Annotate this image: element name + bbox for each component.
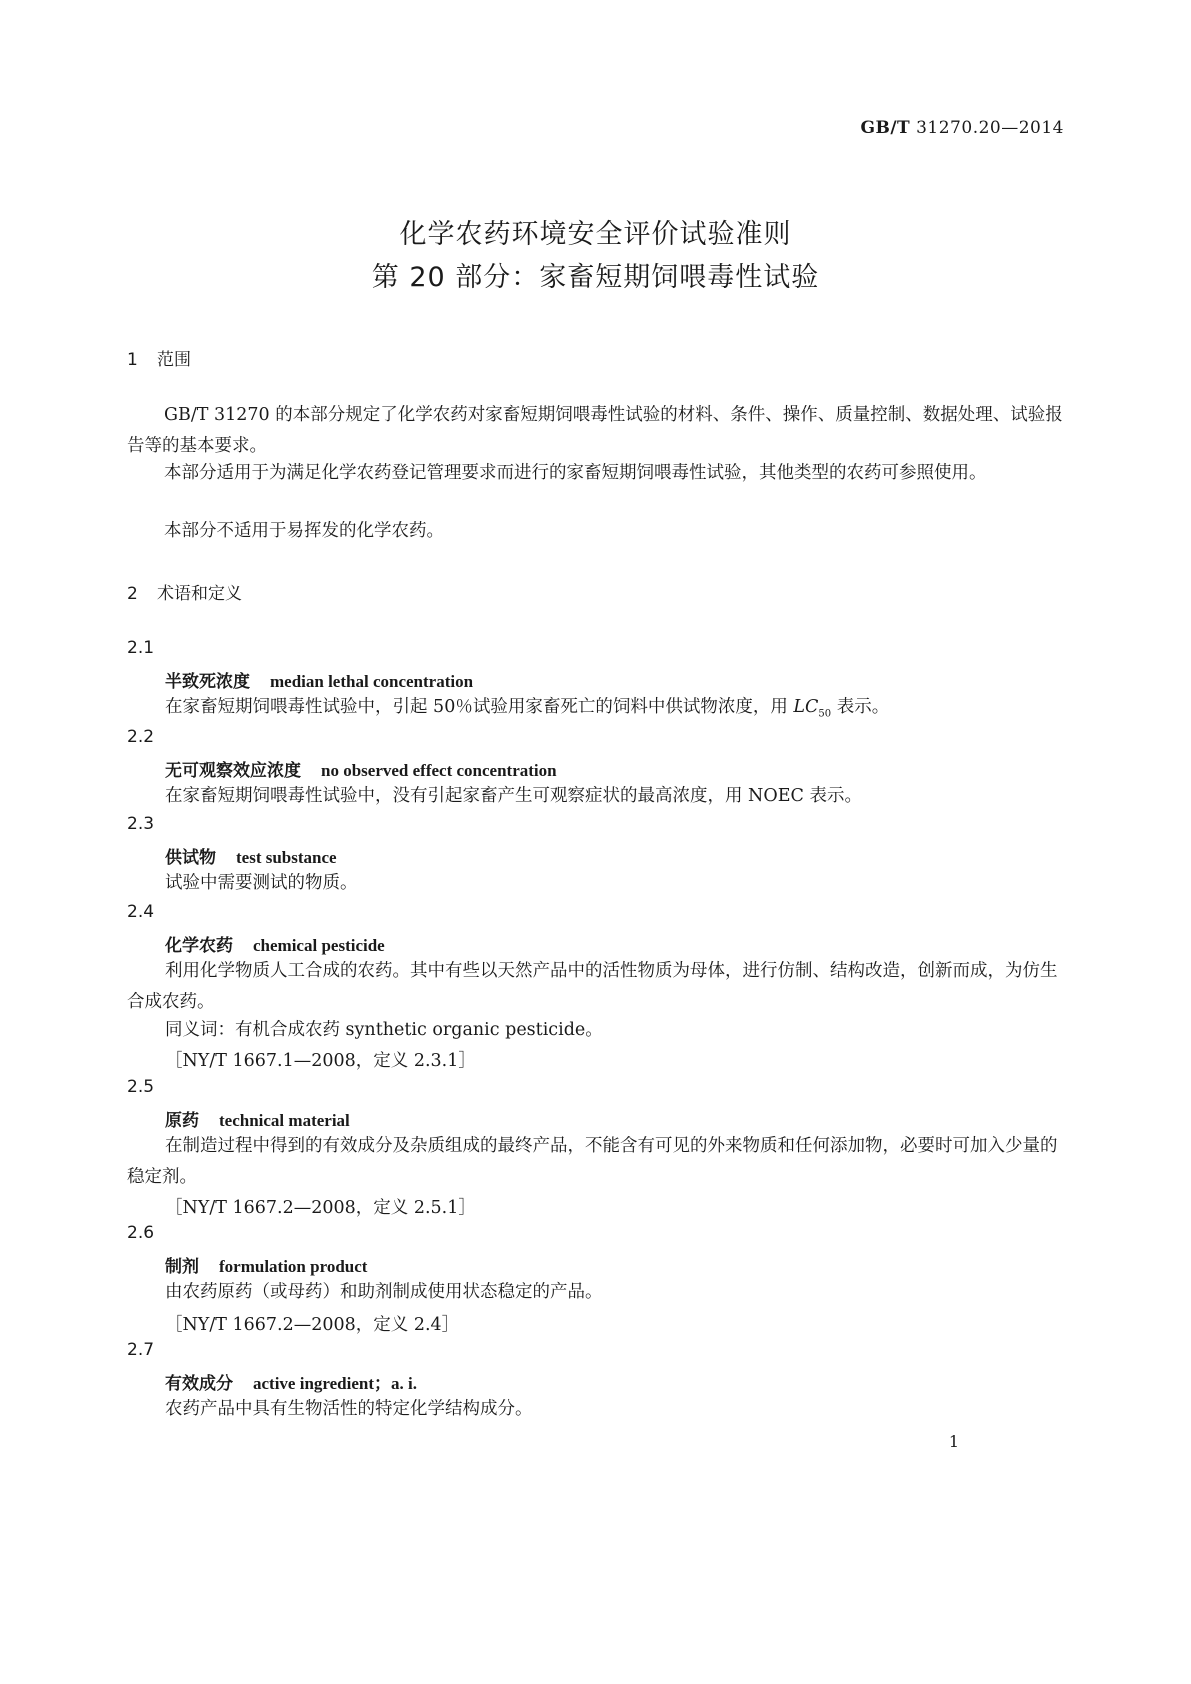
term-en: no observed effect concentration bbox=[321, 761, 557, 780]
lc-subscript: 50 bbox=[818, 708, 832, 720]
term-definition: 由农药原药（或母药）和助剂制成使用状态稳定的产品。 bbox=[165, 1282, 603, 1302]
section-number: 1 bbox=[127, 350, 138, 370]
clause-number: 2.4 bbox=[127, 902, 155, 922]
standard-number: 31270.20—2014 bbox=[916, 118, 1064, 138]
term-definition: 在制造过程中得到的有效成分及杂质组成的最终产品，不能含有可见的外来物质和任何添加物，必要时可加入少量的稳定剂。 bbox=[127, 1136, 1058, 1187]
term-heading bbox=[165, 1369, 417, 1394]
document-title-line2: 第 20 部分：家畜短期饲喂毒性试验 bbox=[371, 262, 820, 293]
clause-number: 2.3 bbox=[127, 814, 155, 834]
scope-paragraph-2: 本部分适用于为满足化学农药登记管理要求而进行的家畜短期饲喂毒性试验，其他类型的农药可参照使用。 bbox=[164, 463, 987, 483]
document-title-line1: 化学农药环境安全评价试验准则 bbox=[399, 219, 792, 250]
term-definition bbox=[127, 692, 1065, 730]
term-zh: 制剂 bbox=[165, 1257, 199, 1277]
term-heading bbox=[165, 1106, 350, 1131]
section-2-heading bbox=[127, 579, 242, 604]
term-zh: 半致死浓度 bbox=[165, 672, 250, 692]
term-heading bbox=[165, 1252, 367, 1277]
term-definition: 利用化学物质人工合成的农药。其中有些以天然产品中的活性物质为母体，进行仿制、结构改造，创新而成，为仿生合成农药。 bbox=[127, 961, 1058, 1012]
term-reference: ［NY/T 1667.1—2008，定义 2.3.1］ bbox=[165, 1051, 476, 1071]
section-title: 术语和定义 bbox=[157, 584, 242, 604]
clause-number: 2.5 bbox=[127, 1077, 155, 1097]
term-zh: 有效成分 bbox=[165, 1374, 233, 1394]
term-heading bbox=[165, 756, 557, 781]
term-heading bbox=[165, 843, 337, 868]
term-en: test substance bbox=[236, 848, 337, 867]
term-zh: 供试物 bbox=[165, 848, 216, 868]
section-title: 范围 bbox=[157, 350, 191, 370]
term-zh: 化学农药 bbox=[165, 936, 233, 956]
term-definition: 试验中需要测试的物质。 bbox=[165, 873, 358, 893]
term-zh: 无可观察效应浓度 bbox=[165, 761, 301, 781]
definition-text: 在家畜短期饲喂毒性试验中，引起 50％试验用家畜死亡的饲料中供试物浓度，用 bbox=[165, 697, 794, 717]
term-en: active ingredient；a. i. bbox=[253, 1374, 417, 1393]
lc-symbol: LC bbox=[793, 697, 819, 717]
term-reference: ［NY/T 1667.2—2008，定义 2.5.1］ bbox=[165, 1198, 476, 1218]
clause-number: 2.7 bbox=[127, 1340, 155, 1360]
term-zh: 原药 bbox=[165, 1111, 199, 1131]
term-en: median lethal concentration bbox=[270, 672, 474, 691]
standard-code bbox=[860, 118, 1064, 138]
term-en: chemical pesticide bbox=[253, 936, 385, 955]
term-reference: ［NY/T 1667.2—2008，定义 2.4］ bbox=[165, 1315, 460, 1335]
definition-text-end: 表示。 bbox=[831, 697, 890, 717]
scope-paragraph-3: 本部分不适用于易挥发的化学农药。 bbox=[164, 521, 444, 541]
page-number: 1 bbox=[948, 1432, 959, 1451]
scope-paragraph-1: GB/T 31270 的本部分规定了化学农药对家畜短期饲喂毒性试验的材料、条件、操作、质量控制、数据处理、试验报告等的基本要求。 bbox=[127, 405, 1063, 456]
term-definition: 在家畜短期饲喂毒性试验中，没有引起家畜产生可观察症状的最高浓度，用 NOEC 表示。 bbox=[165, 786, 862, 806]
term-definition: 农药产品中具有生物活性的特定化学结构成分。 bbox=[165, 1399, 533, 1419]
standard-prefix: GB/T bbox=[860, 118, 911, 138]
term-en: formulation product bbox=[219, 1257, 368, 1276]
section-1-heading bbox=[127, 345, 191, 370]
term-heading bbox=[165, 667, 473, 692]
term-heading bbox=[165, 931, 385, 956]
term-synonym: 同义词：有机合成农药 synthetic organic pesticide。 bbox=[165, 1020, 603, 1040]
section-number: 2 bbox=[127, 584, 138, 604]
clause-number: 2.2 bbox=[127, 727, 155, 747]
clause-number: 2.1 bbox=[127, 638, 155, 658]
clause-number: 2.6 bbox=[127, 1223, 155, 1243]
term-en: technical material bbox=[219, 1111, 350, 1130]
